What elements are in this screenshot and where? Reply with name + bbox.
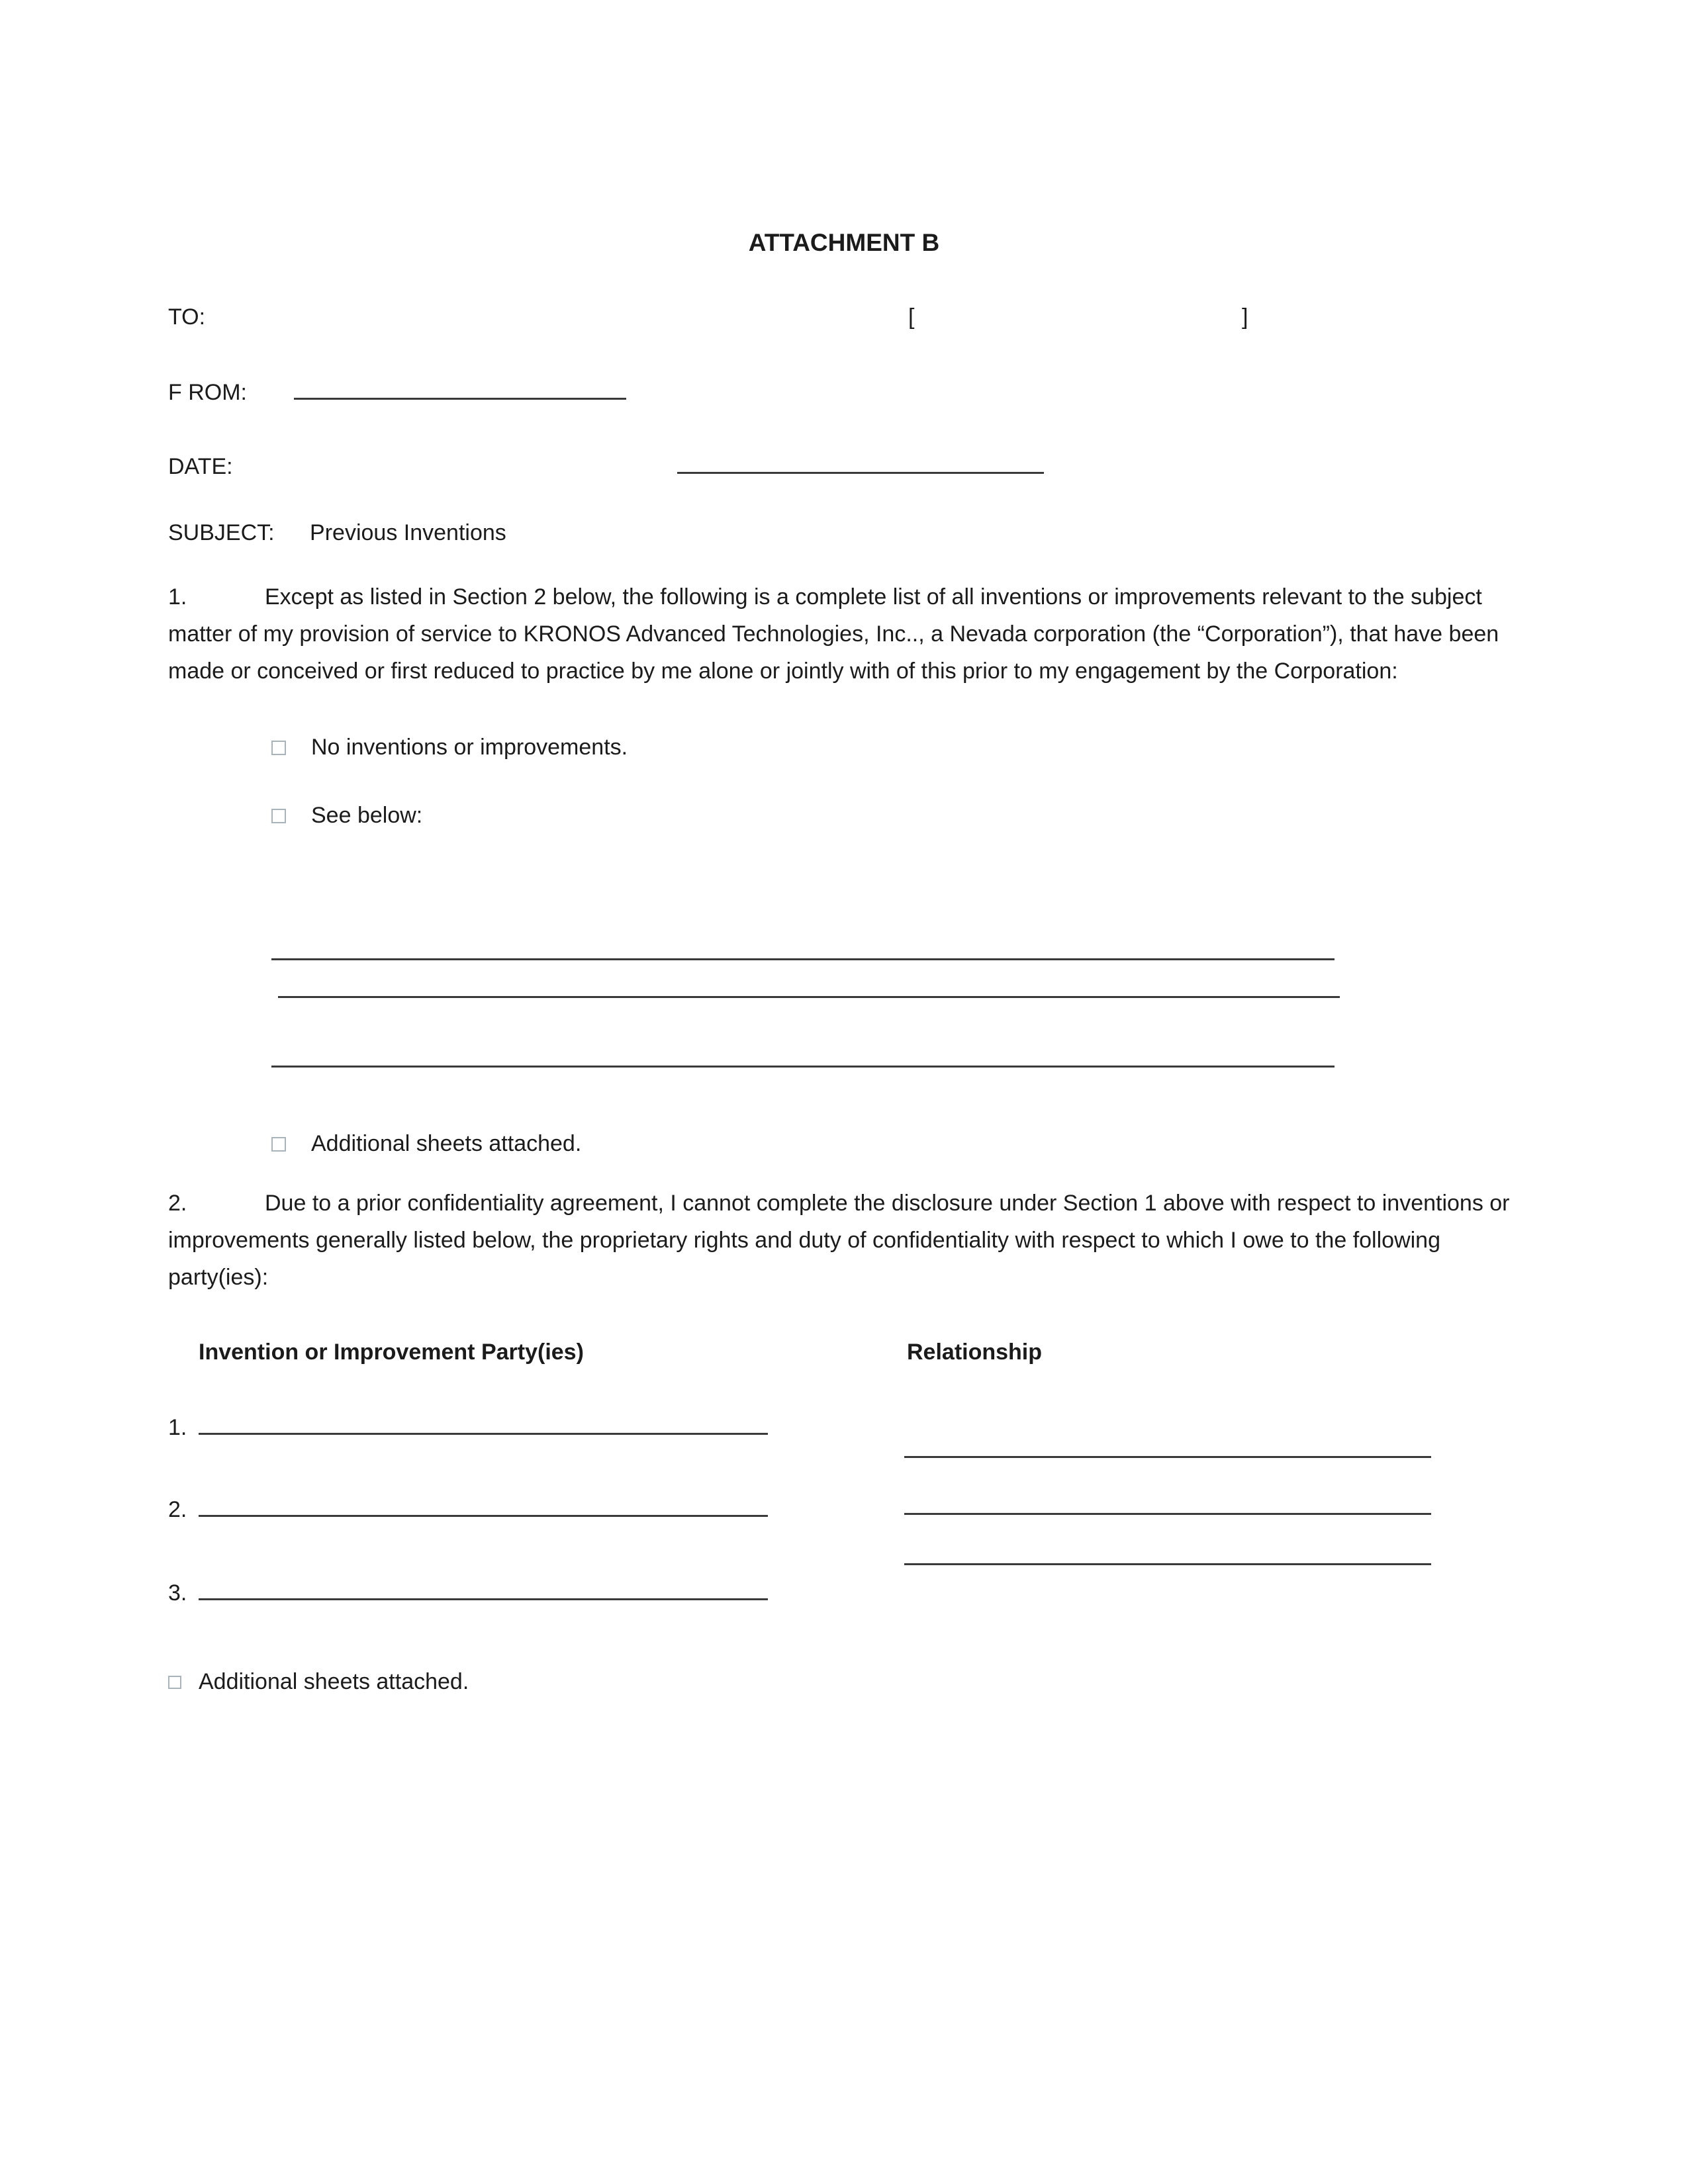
party-row-3-number: 3.: [168, 1580, 187, 1606]
section-1-text: Except as listed in Section 2 below, the following is a complete list of all inventions or improvements relevant to the subject matter of my provision of service to KRONOS Advanced Technologies, Inc.., a Nevada corporation (the “Corporation”), that have been made or conceived or first reduced to practice by me alone or jointly with of this prior to my engagement by the Corporation:: [168, 584, 1499, 684]
party-row-3: [168, 1578, 768, 1606]
additional-sheets-option-1: [271, 1131, 1520, 1157]
date-blank-line[interactable]: [677, 451, 1044, 474]
additional-sheets-checkbox-2[interactable]: [168, 1676, 181, 1689]
section-1-number: 1.: [168, 584, 187, 610]
party-row-2: [168, 1494, 768, 1523]
inventions-blank-line-3[interactable]: [271, 1066, 1335, 1068]
additional-sheets-label-1: Additional sheets attached.: [311, 1131, 582, 1156]
to-bracket-close: ]: [1242, 304, 1248, 330]
subject-field-row: [168, 520, 1520, 551]
inventions-list-blanks: [168, 958, 1520, 1068]
no-inventions-label: No inventions or improvements.: [311, 735, 628, 760]
party-row-1-blank-line[interactable]: [199, 1412, 768, 1435]
to-bracket-open: [: [908, 304, 915, 330]
see-below-checkbox[interactable]: [271, 809, 286, 823]
see-below-label: See below:: [311, 803, 423, 828]
section-2-paragraph: [168, 1185, 1520, 1296]
section-2-text: Due to a prior confidentiality agreement, I cannot complete the disclosure under Section 1 above with respect to inventions or improvements generally listed below, the proprietary rights and duty of confidentiality with respect to which I owe to the following party(ies):: [168, 1191, 1510, 1290]
section-2-number: 2.: [168, 1191, 187, 1216]
relationship-blank-line-1[interactable]: [904, 1456, 1431, 1458]
party-row-1: [168, 1412, 768, 1441]
to-field-row: [168, 304, 1520, 335]
party-row-2-blank-line[interactable]: [199, 1494, 768, 1517]
relationship-blank-line-3[interactable]: [904, 1563, 1431, 1565]
additional-sheets-checkbox-1[interactable]: [271, 1137, 286, 1152]
from-blank-line[interactable]: [294, 377, 626, 400]
party-row-3-blank-line[interactable]: [199, 1578, 768, 1600]
additional-sheets-label-2: Additional sheets attached.: [199, 1669, 469, 1694]
section-1-paragraph: [168, 578, 1520, 690]
date-label: DATE:: [168, 454, 233, 479]
see-below-option: [271, 803, 1520, 829]
relationship-column-header: Relationship: [907, 1340, 1043, 1365]
party-table: [168, 1407, 1520, 1632]
from-label: F ROM:: [168, 380, 247, 405]
subject-value: Previous Inventions: [310, 520, 506, 545]
party-row-1-number: 1.: [168, 1415, 187, 1440]
party-table-header: [168, 1340, 1520, 1370]
no-inventions-checkbox[interactable]: [271, 741, 286, 755]
party-column-header: Invention or Improvement Party(ies): [199, 1340, 584, 1365]
date-field-row: [168, 451, 1520, 482]
subject-label: SUBJECT:: [168, 520, 275, 545]
to-label: TO:: [168, 304, 206, 330]
from-field-row: [168, 377, 1520, 408]
party-row-2-number: 2.: [168, 1497, 187, 1522]
no-inventions-option: [271, 735, 1520, 760]
additional-sheets-option-2: [168, 1669, 1520, 1695]
inventions-blank-line-2[interactable]: [278, 996, 1340, 998]
inventions-blank-line-1[interactable]: [271, 958, 1335, 960]
document-title: ATTACHMENT B: [748, 229, 940, 256]
relationship-blank-line-2[interactable]: [904, 1513, 1431, 1515]
